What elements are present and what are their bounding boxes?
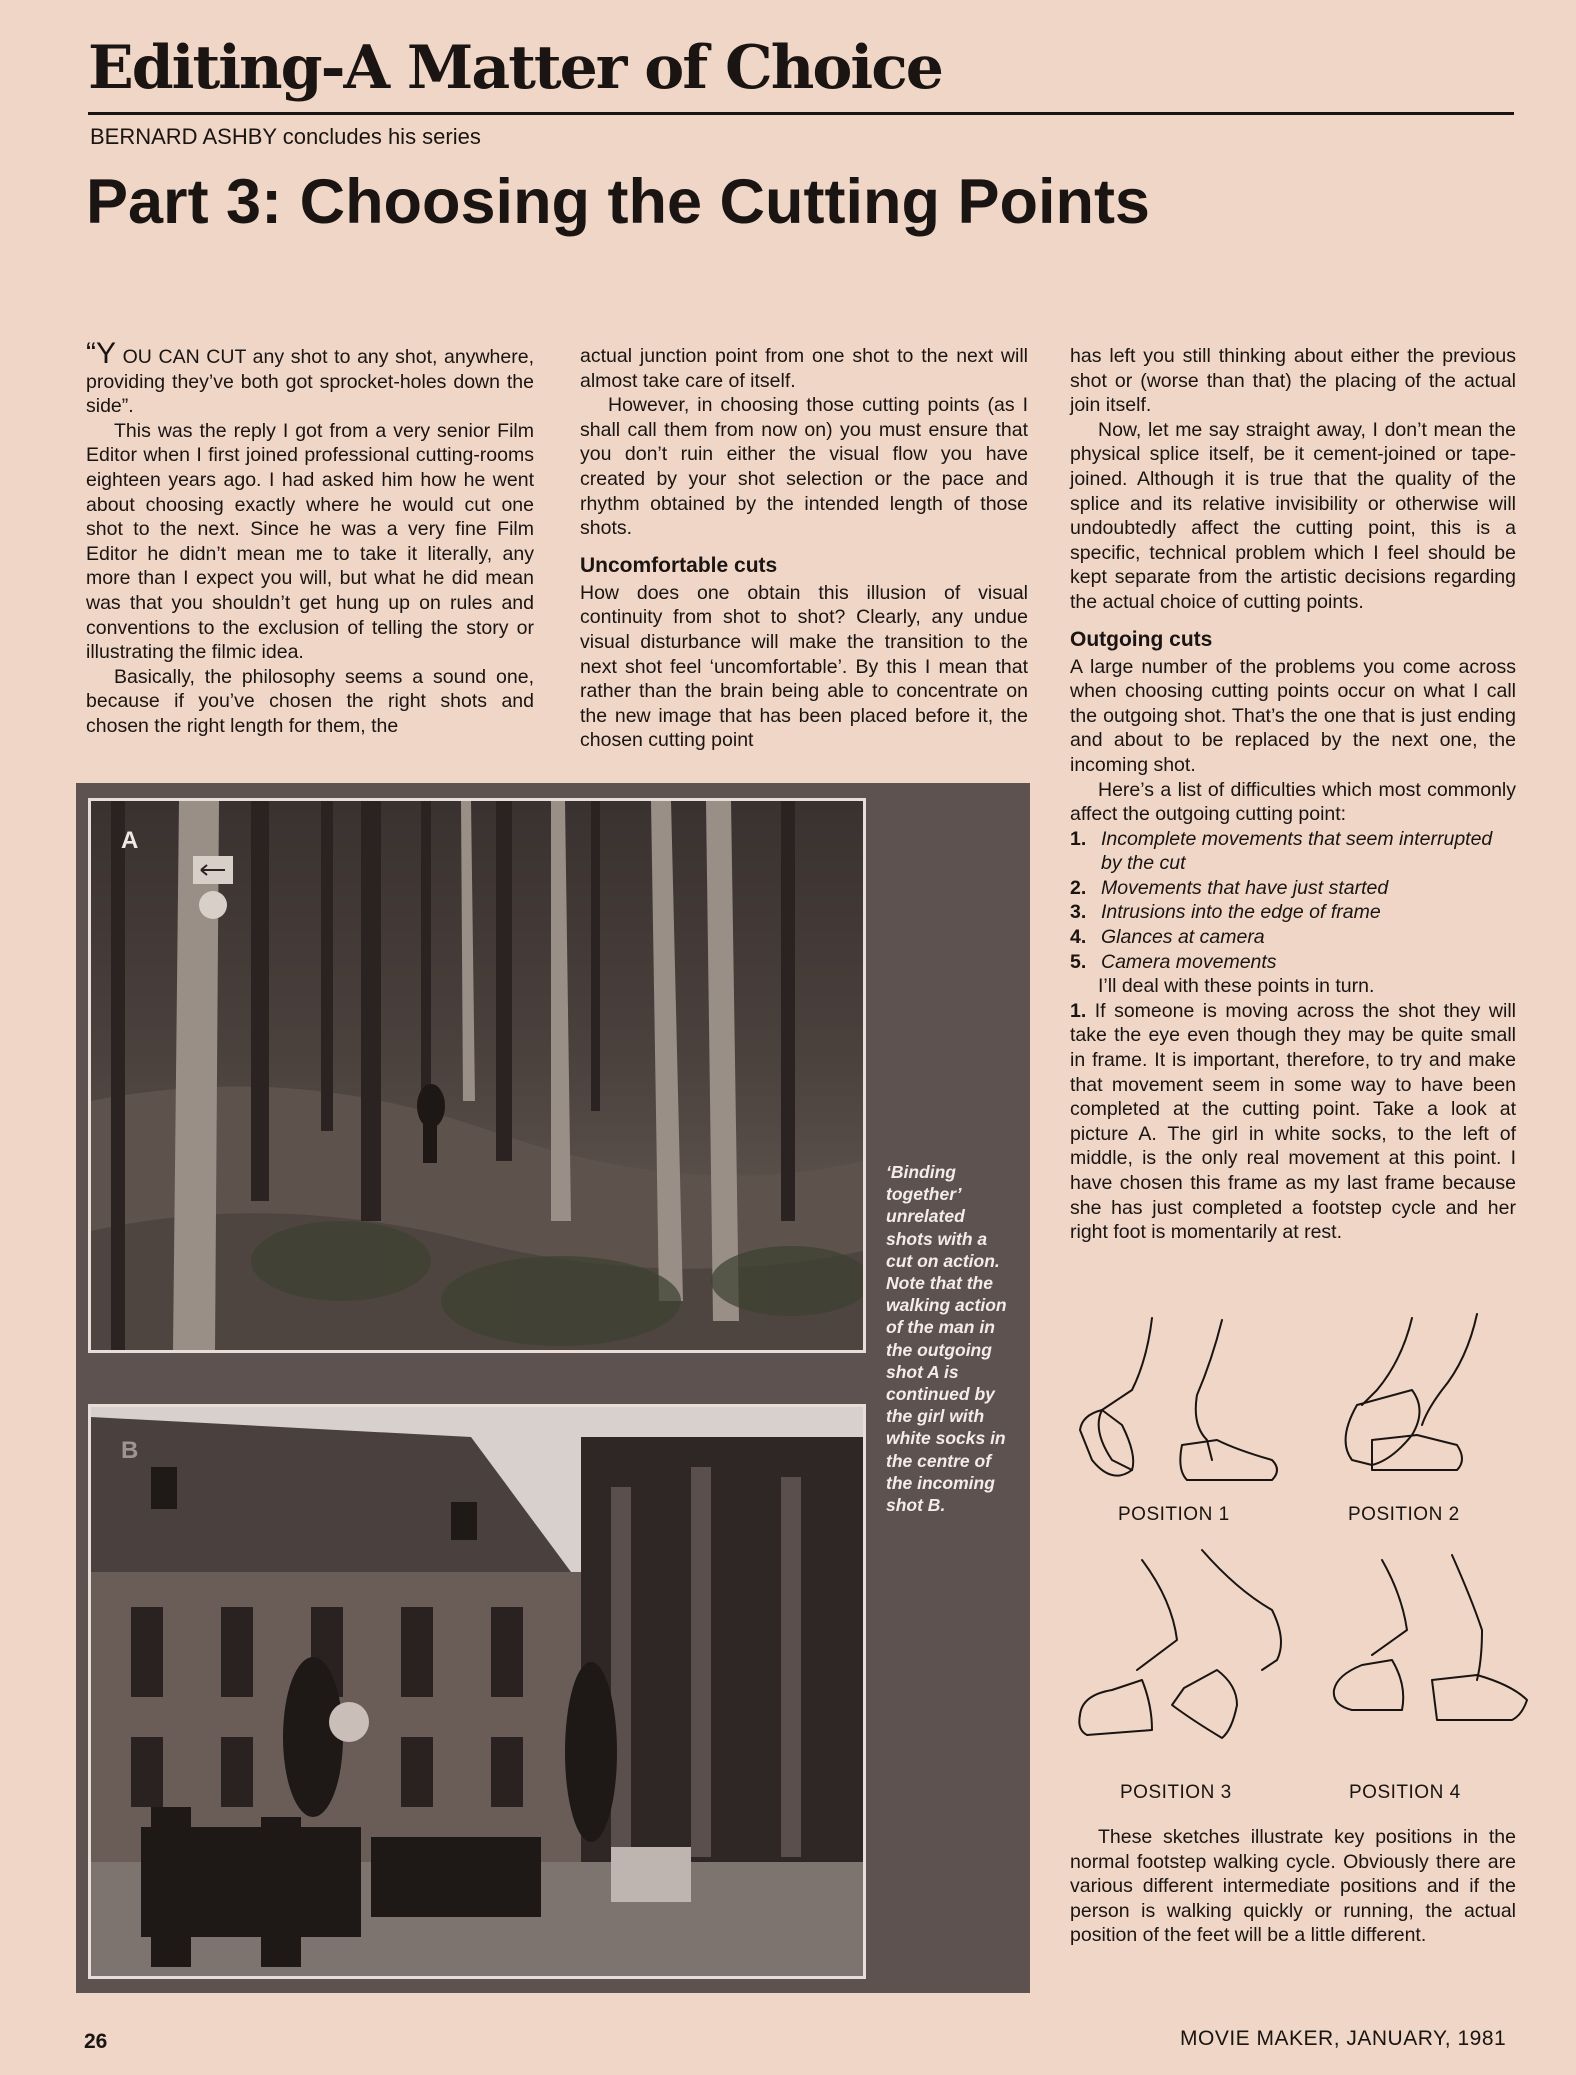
difficulty-list: [1070, 827, 1516, 975]
footer-issue: MOVIE MAKER, JANUARY, 1981: [1180, 2027, 1507, 2050]
paragraph: Here’s a list of difficulties which most commonly affect the outgoing cutting point:: [1070, 778, 1516, 826]
paragraph: Now, let me say straight away, I don’t mean the physical splice itself, be it cement-joined or tape-joined. Although it is true that the quality of the splice and its relative invisibility or otherwise will undoubtedly affect the cutting point, this is a specific, technical problem which I feel should be kept separate from the artistic decisions regarding the actual choice of cutting points.: [1070, 418, 1516, 613]
paragraph: Basically, the philosophy seems a sound one, because if you’ve chosen the right shots and chosen the right length for them, the: [86, 665, 534, 737]
photo-caption: ‘Binding together’ unrelated shots with a cut on action. Note that the walking action of the man in the outgoing shot A is continued by the girl with white socks in the centre of the incoming shot B.: [886, 1162, 1007, 1516]
list-number: 1.: [1070, 827, 1087, 850]
walking-sketches: [1072, 1310, 1532, 1770]
list-item: [1070, 876, 1516, 901]
list-number: 4.: [1070, 926, 1087, 949]
list-number: 3.: [1070, 901, 1087, 924]
paragraph: A large number of the problems you come across when choosing cutting points occur on what I call the outgoing shot. That’s the one that is just ending and about to be replaced by the next one, the incoming shot.: [1070, 655, 1516, 776]
forest-illustration: [91, 801, 863, 1350]
list-text: Intrusions into the edge of frame: [1101, 901, 1381, 924]
section-heading: Uncomfortable cuts: [580, 553, 778, 577]
photo-a-label: A: [121, 827, 139, 854]
series-title: Editing-A Matter of Choice: [88, 33, 942, 103]
photo-b-town-square: [88, 1404, 866, 1979]
paragraph-text: If someone is moving across the shot they will take the eye even though they may be quite small in frame. It is important, therefore, to try and make that movement seem in some way to have been completed at the cutting point. Take a look at picture A. The girl in white socks, to the left of middle, is the only real movement at this point. I have chosen this frame as my last frame because she has just completed a footstep cycle and her right foot is momentarily at rest.: [1070, 999, 1516, 1244]
column-1: [86, 337, 534, 739]
page-number: 26: [84, 2030, 108, 2053]
column-3: [1070, 344, 1516, 1245]
byline: BERNARD ASHBY concludes his series: [90, 124, 481, 149]
title-rule: [88, 112, 1514, 115]
sketch-description: [1070, 1825, 1516, 1948]
sketch-label-position-2: POSITION 2: [1348, 1504, 1460, 1525]
paragraph: How does one obtain this illusion of visual continuity from shot to shot? Clearly, any undue visual disturbance will make the transition to the next shot feel ‘uncomfortable’. By this I mean that rather than the brain being able to concentrate on the new image that has been placed before it, the chosen cutting point: [580, 581, 1028, 752]
list-text: Glances at camera: [1101, 926, 1265, 949]
part-title: Part 3: Choosing the Cutting Points: [86, 167, 1150, 237]
photo-b-label: B: [121, 1437, 139, 1464]
list-text: Incomplete movements that seem interrupted by the cut: [1101, 827, 1493, 875]
list-item: [1070, 950, 1516, 975]
list-number: 2.: [1070, 876, 1087, 899]
sketch-label-position-3: POSITION 3: [1120, 1782, 1232, 1803]
photo-panel: [76, 783, 1030, 1993]
column-2: [580, 344, 1028, 753]
town-square-illustration: [91, 1407, 863, 1976]
paragraph: has left you still thinking about either the previous shot or (worse than that) the placing of the actual join itself.: [1070, 345, 1516, 417]
list-number: 5.: [1070, 950, 1087, 973]
section-heading: Outgoing cuts: [1070, 627, 1213, 651]
sketch-label-position-1: POSITION 1: [1118, 1504, 1230, 1525]
paragraph: I’ll deal with these points in turn.: [1098, 975, 1375, 998]
list-text: Camera movements: [1101, 950, 1277, 973]
list-item: [1070, 925, 1516, 950]
photo-a-forest: [88, 798, 866, 1353]
paragraph: This was the reply I got from a very senior Film Editor when I first joined professional cutting-rooms eighteen years ago. I had asked him how he went about choosing exactly where he would cut one shot to the next. Since he was a very fine Film Editor he didn’t mean me to take it literally, any more than I expect you will, but what he did mean was that you shouldn’t get hung up on rules and conventions to the exclusion of telling the story or illustrating the filmic idea.: [86, 419, 534, 664]
list-item: [1070, 900, 1516, 925]
list-text: Movements that have just started: [1101, 876, 1389, 899]
paragraph: These sketches illustrate key positions in the normal footstep walking cycle. Obviously there are various different intermediate positions and if the person is walking quickly or running, the actual position of the feet will be a little different.: [1070, 1826, 1516, 1947]
paragraph: [1070, 999, 1516, 1245]
paragraph: However, in choosing those cutting points (as I shall call them from now on) you must ensure that you don’t ruin either the visual flow you have created by your shot selection or the pace and rhythm obtained by the intended length of those shots.: [580, 394, 1028, 540]
paragraph-text: OU CAN CUT any shot to any shot, anywhere, providing they’ve both got sprocket-holes down the side”.: [86, 346, 534, 418]
sketch-label-position-4: POSITION 4: [1349, 1782, 1461, 1803]
paragraph: [86, 337, 534, 419]
list-item: [1070, 827, 1516, 876]
drop-cap: “Y: [86, 337, 116, 370]
point-number: 1.: [1070, 999, 1087, 1022]
paragraph: actual junction point from one shot to the next will almost take care of itself.: [580, 345, 1028, 392]
